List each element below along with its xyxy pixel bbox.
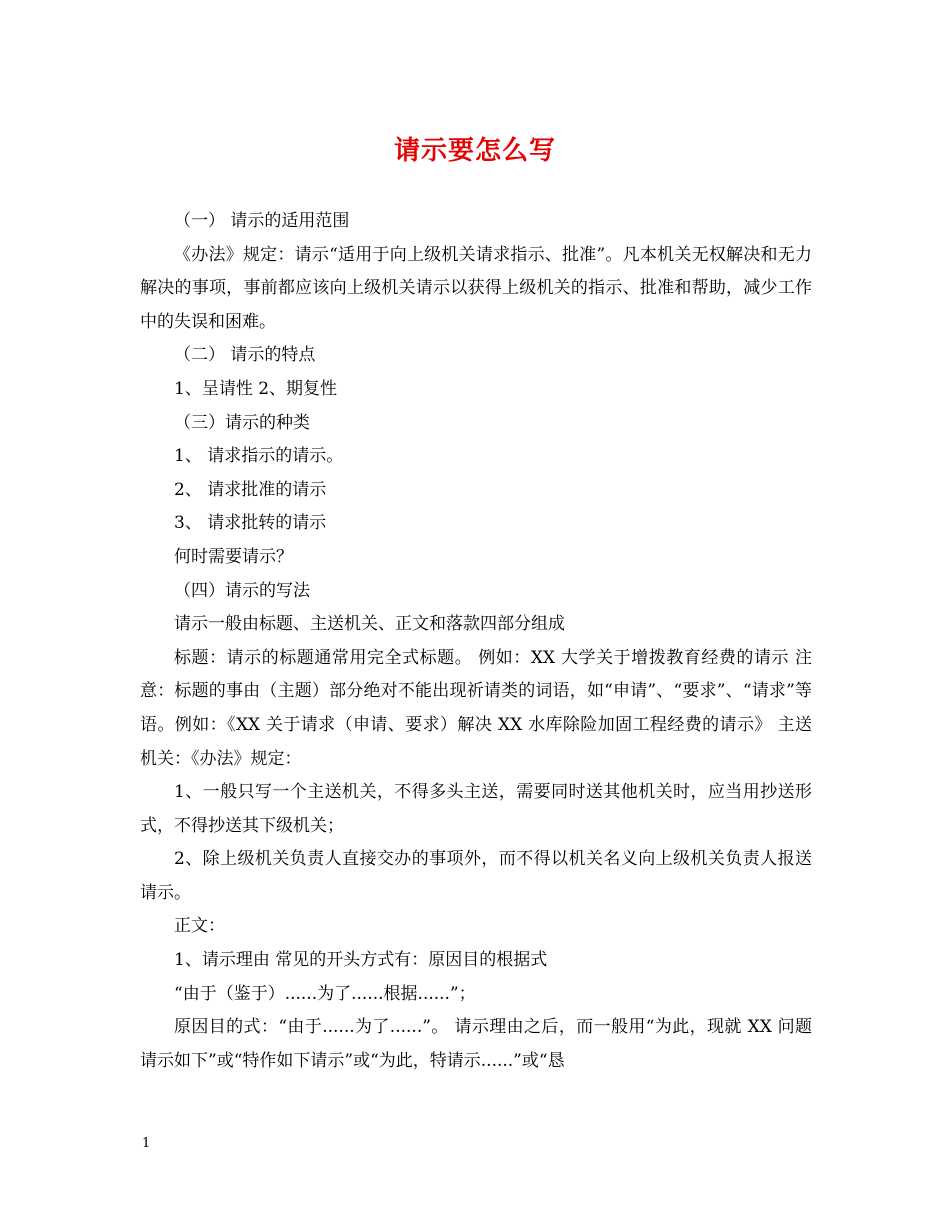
paragraph: 2、 请求批准的请示 — [174, 479, 327, 500]
paragraph: 请示一般由标题、主送机关、正文和落款四部分组成 — [174, 614, 565, 635]
paragraph: 1、 请求指示的请示。 — [174, 446, 344, 467]
paragraph: 标题：请示的标题通常用完全式标题。 例如：XX 大学关于增拨教育经费的请示 注意：标题的事由（主题）部分绝对不能出现祈请类的词语，如“申请”、“要求”、“请求”等语。例如：《XX 关于请求（申请、要求）解决 XX 水库除险加固工程经费的请示》 主送机关：《办法》规定： — [140, 647, 812, 769]
paragraph: （二） 请示的特点 — [174, 345, 316, 366]
page-number: 1 — [142, 1136, 151, 1151]
paragraph: 1、呈请性 2、期复性 — [174, 378, 338, 399]
paragraph: （一） 请示的适用范围 — [174, 211, 350, 231]
paragraph: 2、除上级机关负责人直接交办的事项外，而不得以机关名义向上级机关负责人报送请示。 — [140, 849, 812, 903]
paragraph: 正文： — [174, 916, 225, 937]
paragraph: 3、 请求批转的请示 — [174, 513, 327, 534]
paragraph: 原因目的式：“由于......为了......”。 请示理由之后，而一般用“为此，现就 XX 问题请示如下”或“特作如下请示”或“为此，特请示......”或“恳 — [140, 1017, 812, 1071]
paragraph: （四）请示的写法 — [174, 580, 310, 601]
paragraph: 《办法》规定：请示“适用于向上级机关请求指示、批准”。凡本机关无权解决和无力解决的事项，事前都应该向上级机关请示以获得上级机关的指示、批准和帮助，减少工作中的失误和困难。 — [140, 244, 812, 332]
paragraph: 1、请示理由 常见的开头方式有：原因目的根据式 — [174, 950, 548, 971]
paragraph: 何时需要请示？ — [174, 546, 293, 567]
paragraph: 1、一般只写一个主送机关，不得多头主送，需要同时送其他机关时，应当用抄送形式，不得抄送其下级机关； — [140, 782, 812, 836]
document-body — [140, 205, 812, 1078]
document-title: 请示要怎么写 — [393, 136, 556, 166]
paragraph: “由于（鉴于）......为了......根据......”； — [174, 983, 476, 1004]
paragraph: （三）请示的种类 — [174, 412, 310, 433]
